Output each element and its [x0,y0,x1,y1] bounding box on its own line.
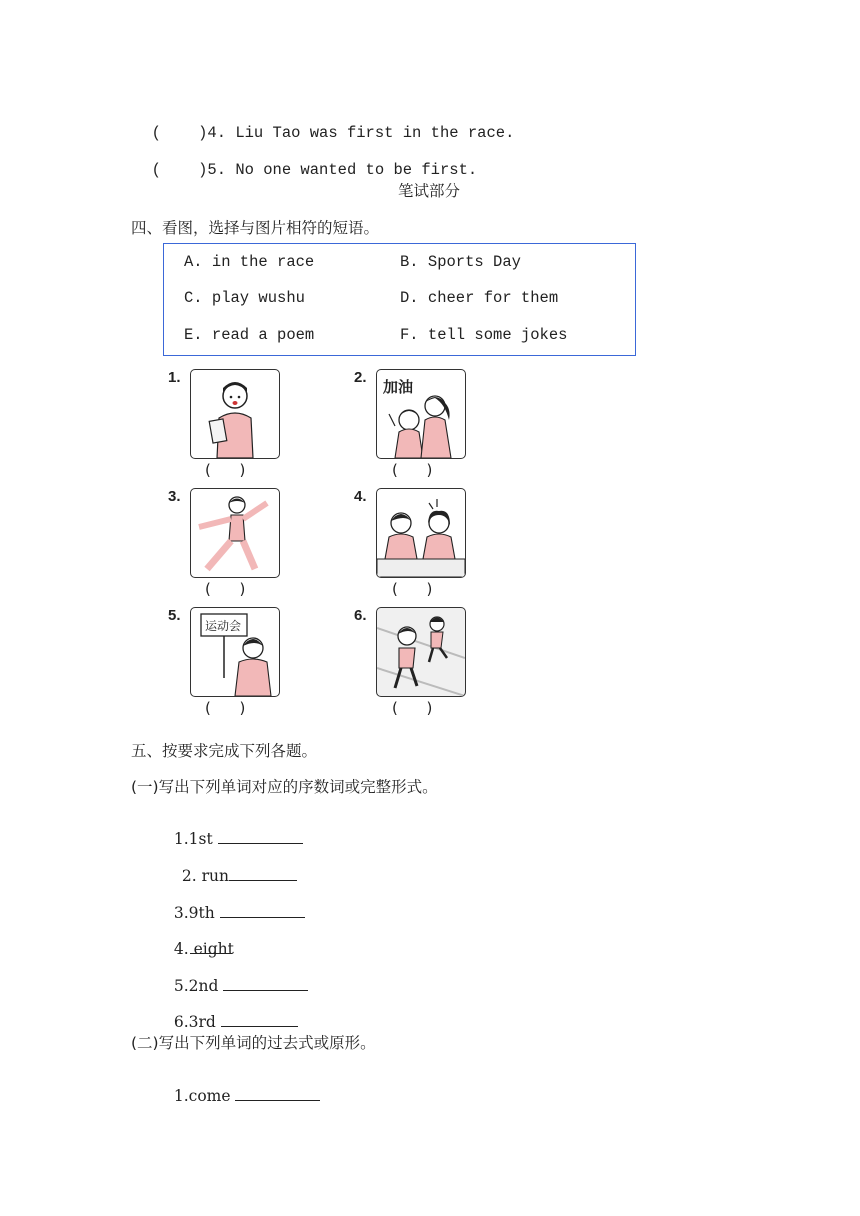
section5-part2-heading: (二)写出下列单词的过去式或原形。 [131,1034,376,1052]
fill-item [164,1068,320,1105]
fill-item-label: 5.2nd [173,977,219,995]
picture-number: 2. [354,369,367,386]
fill-item-label: 6.3rd [173,1013,216,1031]
option-e: E. read a poem [184,326,315,344]
boy-reading-poem-icon [190,369,280,459]
answer-paren[interactable]: ( ) [392,699,433,717]
answer-blank[interactable] [229,866,297,881]
section5-heading: 五、按要求完成下列各题。 [131,742,318,760]
picture-number: 3. [168,488,181,505]
cheer-text: 加油 [383,378,414,396]
picture-number: 6. [354,607,367,624]
fill-item-label: 1.come [173,1087,231,1105]
section5-part1-heading: (一)写出下列单词对应的序数词或完整形式。 [131,778,438,796]
fill-item [164,958,308,995]
girls-cheering-icon [376,369,466,459]
option-d: D. cheer for them [400,289,559,307]
fill-item [164,921,232,958]
option-b: B. Sports Day [400,253,521,271]
fill-item [172,848,297,885]
option-c: C. play wushu [184,289,305,307]
answer-blank[interactable] [235,1086,320,1101]
picture-number: 5. [168,607,181,624]
judge-item-4 [133,106,514,142]
written-section-title: 笔试部分 [398,182,461,200]
boy-playing-wushu-icon [190,488,280,578]
option-f: F. tell some jokes [400,326,568,344]
answer-paren[interactable]: ( ) [392,461,433,479]
answer-blank[interactable] [190,939,232,954]
answer-paren[interactable]: ( ) [205,580,246,598]
answer-paren[interactable]: ( ) [205,699,246,717]
answer-paren[interactable]: ( ) [205,461,246,479]
fill-item-label: 1.1st [173,830,213,848]
fill-item [164,994,298,1031]
judge-item-5 [133,143,477,179]
answer-paren[interactable]: ( ) [151,161,208,179]
fill-item [164,885,305,922]
answer-blank[interactable] [221,1012,298,1027]
fill-item-label: 4. eight [173,940,234,958]
section4-heading: 四、看图，选择与图片相符的短语。 [131,219,380,237]
fill-item-label: 2. run [181,867,229,885]
kids-telling-jokes-icon [376,488,466,578]
option-a: A. in the race [184,253,315,271]
answer-paren[interactable]: ( ) [151,124,208,142]
answer-paren[interactable]: ( ) [392,580,433,598]
answer-blank[interactable] [223,976,308,991]
judge-text: 5. No one wanted to be first. [207,161,478,179]
fill-item [164,811,303,848]
boy-holding-sign-icon [190,607,280,697]
boys-running-race-icon [376,607,466,697]
picture-number: 1. [168,369,181,386]
picture-number: 4. [354,488,367,505]
fill-item-label: 3.9th [173,904,215,922]
answer-blank[interactable] [220,903,305,918]
sign-text: 运动会 [205,619,242,633]
judge-text: 4. Liu Tao was first in the race. [207,124,515,142]
answer-blank[interactable] [218,829,303,844]
